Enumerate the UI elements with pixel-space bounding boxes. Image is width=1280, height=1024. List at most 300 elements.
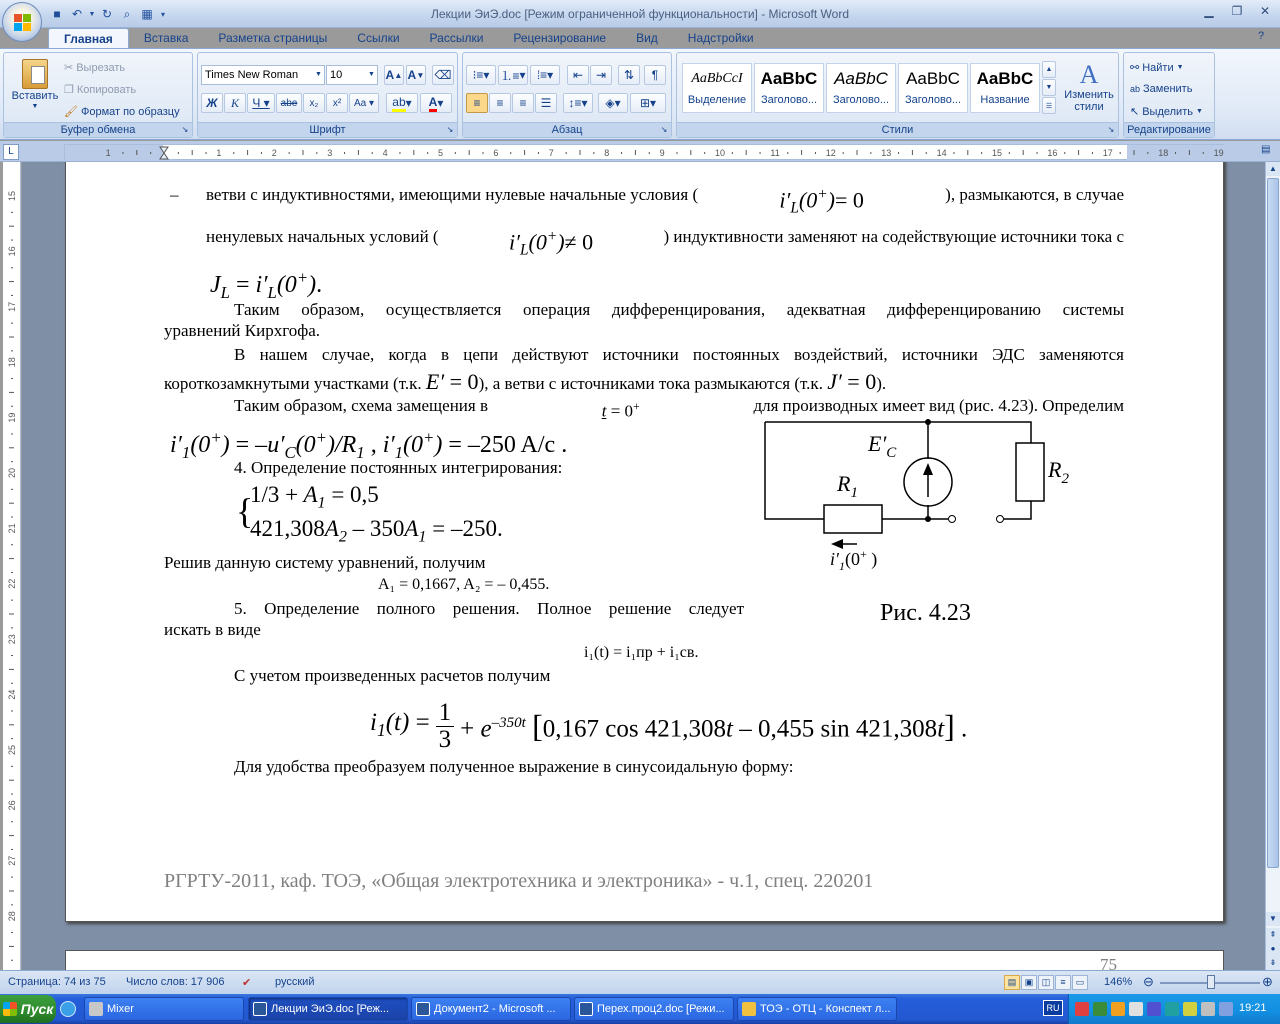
paragraph-line: В нашем случае, когда в цепи действуют источники постоянных воздействий, источники ЭДС заменяются <box>234 345 1124 364</box>
ruler-number: 9 <box>659 148 665 158</box>
view-buttons <box>1004 975 1088 990</box>
tab-references[interactable]: Ссылки <box>357 31 400 45</box>
time-expression: t = 0+ <box>601 399 640 421</box>
paragraph-line: Для удобства преобразуем полученное выражение в синусоидальную форму: <box>234 757 794 776</box>
ruler-tick <box>676 152 677 154</box>
underline-button[interactable]: Ч ▾ <box>247 93 275 113</box>
paragraph-launcher-icon[interactable]: ↘ <box>660 125 668 134</box>
tray-icon[interactable] <box>1075 1002 1089 1016</box>
word-icon <box>253 1002 267 1016</box>
ruler-tick <box>9 558 14 559</box>
title-bar <box>0 0 1280 28</box>
ruler-number: 3 <box>327 148 333 158</box>
decrease-indent-icon[interactable]: ⇤ <box>567 65 589 85</box>
ruler-tick <box>1189 150 1190 155</box>
ruler-tick <box>9 614 14 615</box>
styles-launcher-icon[interactable]: ↘ <box>1107 125 1115 134</box>
tray-icon[interactable] <box>1165 1002 1179 1016</box>
zoom-in-icon[interactable]: ⊕ <box>1262 974 1273 989</box>
find-button[interactable]: ⚯ Найти ▼ <box>1130 61 1184 74</box>
print-layout-icon[interactable]: ▤ <box>1004 975 1020 990</box>
window-controls <box>1196 2 1278 20</box>
ruler-tick <box>1175 152 1176 154</box>
ruler-tick <box>192 150 193 155</box>
open-terminal <box>997 516 1004 523</box>
ruler-tick <box>483 152 484 154</box>
paragraph-line: Таким образом, осуществляется операция дифференцирования, адекватная дифференцированию системы <box>234 300 1124 319</box>
redo-icon[interactable]: ↻ <box>101 7 113 21</box>
outline-icon[interactable]: ≡ <box>1055 975 1071 990</box>
print-preview-icon[interactable]: ⌕ <box>123 6 131 21</box>
ruler-tick <box>9 669 14 670</box>
view-ruler-icon[interactable]: ▤ <box>1261 144 1271 155</box>
ruler-tick <box>912 150 913 155</box>
full-screen-icon[interactable]: ▣ <box>1021 975 1037 990</box>
ruler-tick <box>136 150 137 155</box>
paragraph-line: Решив данную систему уравнений, получим <box>164 553 486 572</box>
font-color-icon: A <box>429 95 438 112</box>
zoom-out-icon[interactable]: ⊖ <box>1143 974 1154 989</box>
windows-logo-icon <box>3 1002 17 1016</box>
ruler-tick <box>898 152 899 154</box>
scroll-down-icon[interactable]: ▼ <box>1266 912 1280 926</box>
circuit-wire-left <box>765 422 824 519</box>
equation-il0: $i'_L(0^+)= 0$ <box>779 186 864 217</box>
ruler-tick <box>1147 152 1148 154</box>
page-count[interactable]: Страница: 74 из 75 <box>8 976 106 988</box>
ruler-tick <box>787 152 788 154</box>
paragraph-line: 5. Определение полного решения. Полное решение следует <box>234 599 744 618</box>
styles-scroll-up-icon[interactable]: ▲ <box>1042 61 1056 78</box>
step-heading: 4. Определение постоянных интегрирования: <box>234 458 563 477</box>
ruler-tick <box>1134 150 1135 155</box>
scroll-up-icon[interactable]: ▲ <box>1266 162 1280 176</box>
tray-icon[interactable] <box>1111 1002 1125 1016</box>
ruler-tick <box>635 150 636 155</box>
ruler-tick <box>649 152 650 154</box>
bullets-button[interactable]: ⁝≡ ▾ <box>466 65 496 85</box>
font-size-combo[interactable]: 10 ▼ <box>326 65 378 85</box>
ruler-tick <box>524 150 525 155</box>
paragraph-line: уравнений Кирхгофа. <box>164 321 321 340</box>
tab-selector-icon[interactable]: L <box>3 144 19 160</box>
style-heading3[interactable]: AaBbC Заголово... <box>898 63 968 113</box>
ruler-number: 21 <box>7 523 17 534</box>
equation-system-1: $1/3 + A_1 = 0,5$ <box>250 482 379 512</box>
draft-icon[interactable]: ▭ <box>1072 975 1088 990</box>
tab-view[interactable]: Вид <box>636 31 658 45</box>
ruler-tick <box>953 152 954 154</box>
taskbar-item-document2[interactable]: Документ2 - Microsoft ... <box>411 997 571 1021</box>
next-page-icon[interactable]: ⇟ <box>1266 956 1280 970</box>
label-r1: $R_1$ <box>837 471 858 501</box>
volume-icon[interactable] <box>1201 1002 1215 1016</box>
ruler-number: 1 <box>216 148 222 158</box>
font-launcher-icon[interactable]: ↘ <box>446 125 454 134</box>
font-color-button[interactable]: A ▾ <box>420 93 452 113</box>
ruler-tick <box>1023 150 1024 155</box>
highlight-button[interactable]: ab ▾ <box>386 93 418 113</box>
ruler-tick <box>9 946 14 947</box>
align-left-icon[interactable]: ≡ <box>466 93 488 113</box>
ruler-tick <box>9 281 14 282</box>
ruler-tick <box>510 152 511 154</box>
equation-e-zero: E′ = 0 <box>425 369 479 394</box>
ruler-tick <box>247 150 248 155</box>
ruler-tick <box>11 406 13 407</box>
cut-button[interactable]: ✂ Вырезать <box>64 61 126 74</box>
multilevel-list-button[interactable]: ⁞≡ ▾ <box>530 65 560 85</box>
ruler-tick <box>303 150 304 155</box>
style-title[interactable]: AaBbC Название <box>970 63 1040 113</box>
ruler-number: 18 <box>1158 148 1169 158</box>
ruler-tick <box>732 152 733 154</box>
ruler-tick <box>11 627 13 628</box>
change-styles-button[interactable]: A Изменить стили <box>1064 60 1114 113</box>
tray-icon[interactable] <box>1093 1002 1107 1016</box>
ruler-tick <box>746 150 747 155</box>
paragraph-group-label: Абзац <box>463 122 671 137</box>
justify-icon[interactable]: ☰ <box>535 93 557 113</box>
office-button[interactable] <box>2 2 42 42</box>
restore-icon[interactable]: ❐ <box>1231 4 1243 18</box>
ruler-number: 26 <box>7 800 17 811</box>
taskbar <box>0 994 1280 1024</box>
help-icon[interactable]: ? <box>1258 30 1265 42</box>
paste-dropdown-icon: ▼ <box>31 103 39 110</box>
ruler-tick <box>427 152 428 154</box>
ruler-tick <box>11 710 13 711</box>
ruler-tick <box>1092 152 1093 154</box>
ruler-tick <box>11 849 13 850</box>
ruler-tick <box>455 152 456 154</box>
word-count[interactable]: Число слов: 17 906 <box>126 976 225 988</box>
ruler-number: 22 <box>7 578 17 589</box>
ruler-tick <box>11 489 13 490</box>
ruler-number: 7 <box>548 148 554 158</box>
select-button[interactable]: ↖ Выделить ▼ <box>1130 105 1203 118</box>
ruler-tick <box>566 152 567 154</box>
shrink-font-button[interactable]: A ▼ <box>406 65 426 85</box>
tab-insert[interactable]: Вставка <box>143 31 189 45</box>
ruler-tick <box>261 152 262 154</box>
ruler-tick <box>11 350 13 351</box>
show-marks-icon[interactable]: ¶ <box>644 65 666 85</box>
network-icon[interactable] <box>1219 1002 1233 1016</box>
strikethrough-button[interactable]: abe <box>276 93 302 113</box>
document-page[interactable] <box>65 162 1224 922</box>
ribbon-tabs <box>48 28 769 48</box>
borders-button[interactable]: ⊞ ▾ <box>630 93 666 113</box>
editing-group-label: Редактирование <box>1124 122 1214 137</box>
ruler-tick <box>11 544 13 545</box>
clipboard-launcher-icon[interactable]: ↘ <box>181 125 189 134</box>
open-terminal <box>949 516 956 523</box>
ruler-tick <box>372 152 373 154</box>
vertical-scrollbar[interactable] <box>1265 162 1280 970</box>
solution-form: i₁(t) = i₁пр + i₁св. <box>584 644 699 661</box>
ruler-number: 24 <box>7 689 17 700</box>
replace-button[interactable]: ab Заменить <box>1130 83 1193 95</box>
ruler-tick <box>289 152 290 154</box>
change-styles-icon: A <box>1079 60 1099 89</box>
ruler-tick <box>11 267 13 268</box>
ruler-tick <box>9 891 14 892</box>
ruler-tick <box>1203 152 1204 154</box>
paint-bucket-icon: ◈ <box>605 96 615 110</box>
web-layout-icon[interactable]: ◫ <box>1038 975 1054 990</box>
bullet-dash: – <box>170 185 179 204</box>
grow-font-button[interactable]: A ▲ <box>384 65 404 85</box>
label-ec: $E'_C$ <box>868 431 897 461</box>
bullets-icon: ⁝≡ <box>472 68 484 82</box>
mixer-icon <box>89 1002 103 1016</box>
bold-button[interactable]: Ж <box>201 93 223 113</box>
clipboard-group-label: Буфер обмена <box>4 122 192 137</box>
resistor-r2 <box>1016 443 1044 501</box>
ruler-number: 14 <box>936 148 947 158</box>
cursor-icon: ↖ <box>1130 106 1140 118</box>
status-bar <box>0 970 1280 994</box>
copy-icon: ❐ <box>64 84 74 96</box>
style-emphasis[interactable]: AaBbCcI Выделение <box>682 63 752 113</box>
tray-icon[interactable] <box>1129 1002 1143 1016</box>
equation-derivative: $i'_1(0^+) = -u'_C(0^+)/R_1$ , $i'_1(0^+) = -250$ A/c . <box>170 428 568 462</box>
multilevel-icon: ⁞≡ <box>536 68 548 82</box>
ruler-tick <box>593 152 594 154</box>
ruler-tick <box>11 433 13 434</box>
clock[interactable]: 19:21 <box>1239 1002 1267 1014</box>
ruler-number: 15 <box>992 148 1003 158</box>
increase-indent-icon[interactable]: ⇥ <box>590 65 612 85</box>
zoom-slider-knob[interactable] <box>1207 975 1215 989</box>
ruler-tick <box>9 447 14 448</box>
ruler-tick <box>11 323 13 324</box>
ruler-tick <box>206 152 207 154</box>
ruler-tick <box>11 683 13 684</box>
minimize-icon[interactable]: ▁ <box>1204 4 1214 18</box>
paste-icon <box>22 59 48 89</box>
ruler-tick <box>1009 152 1010 154</box>
ruler-tick <box>11 877 13 878</box>
taskbar-item-toe[interactable]: ТОЭ - ОТЦ - Конспект л... <box>737 997 897 1021</box>
paragraph-line: короткозамкнутыми участками (т.к. E′ = 0), а ветви с источниками тока размыкаются (т.к. J′ = 0). <box>164 369 887 394</box>
tab-mailings[interactable]: Рассылки <box>429 31 484 45</box>
ruler-number: 17 <box>7 301 17 312</box>
ruler-tick <box>621 152 622 154</box>
prev-page-icon[interactable]: ⇞ <box>1266 928 1280 942</box>
tab-page-layout[interactable]: Разметка страницы <box>218 31 328 45</box>
ie-icon[interactable] <box>60 1001 76 1017</box>
paragraph-group <box>462 52 672 138</box>
format-painter-button[interactable]: 🖌 Формат по образцу <box>64 105 180 118</box>
paste-button[interactable]: Вставить ▼ <box>10 59 60 110</box>
save-icon[interactable]: ■ <box>53 7 61 21</box>
ruler-tick <box>1078 150 1079 155</box>
scrollbar-thumb[interactable] <box>1267 178 1279 868</box>
ruler-number: 20 <box>7 467 17 478</box>
ruler-tick <box>11 572 13 573</box>
ruler-tick <box>11 821 13 822</box>
superscript-button[interactable]: x² <box>326 93 348 113</box>
tab-review[interactable]: Рецензирование <box>513 31 607 45</box>
start-button[interactable]: Пуск <box>0 995 56 1023</box>
style-heading1[interactable]: AaBbC Заголово... <box>754 63 824 113</box>
ruler-tick <box>11 960 13 961</box>
ruler-number: 15 <box>7 190 17 201</box>
ruler-tick <box>580 150 581 155</box>
undo-icon[interactable]: ↶ <box>71 7 83 21</box>
node-dot <box>925 516 931 522</box>
horizontal-ruler[interactable] <box>64 144 1224 160</box>
ruler-number: 19 <box>1213 148 1224 158</box>
taskbar-item-lectures[interactable]: Лекции ЭиЭ.doc [Реж... <box>248 997 408 1021</box>
draw-table-icon[interactable]: ▦ <box>141 7 153 21</box>
ruler-tick <box>801 150 802 155</box>
word-icon <box>416 1002 430 1016</box>
ruler-row <box>0 141 1280 162</box>
browse-object-icon[interactable]: ● <box>1266 942 1280 956</box>
ruler-ticks <box>65 145 1225 161</box>
ruler-tick <box>11 517 13 518</box>
tab-home[interactable]: Главная <box>48 28 129 48</box>
ruler-tick <box>9 724 14 725</box>
tray-icon[interactable] <box>1147 1002 1161 1016</box>
label-r2: $R_2$ <box>1048 457 1069 487</box>
window-title: Лекции ЭиЭ.doc [Режим ограниченной функциональности] - Microsoft Word <box>430 7 850 21</box>
change-case-button[interactable]: Aa ▾ <box>349 93 379 113</box>
taskbar-item-perekh[interactable]: Перех.проц2.doc [Режи... <box>574 997 734 1021</box>
system-brace: { <box>236 491 254 531</box>
ruler-tick <box>11 904 13 905</box>
figure-caption: Рис. 4.23 <box>880 600 971 626</box>
tab-addins[interactable]: Надстройки <box>687 31 754 45</box>
ruler-number: 16 <box>1047 148 1058 158</box>
language-bar[interactable]: RU <box>1043 1000 1063 1016</box>
page-footer: РГРТУ-2011, каф. ТОЭ, «Общая электротехника и электроника» - ч.1, спец. 220201 <box>164 870 874 892</box>
paragraph-line: Таким образом, схема замещения в t = 0+ для производных имеет вид (рис. 4.23). Определим <box>234 396 1124 421</box>
ruler-number: 16 <box>7 246 17 257</box>
align-center-icon[interactable]: ≡ <box>489 93 511 113</box>
ruler-number: 6 <box>493 148 499 158</box>
ribbon <box>0 48 1280 140</box>
chevron-down-icon: ▼ <box>315 71 322 78</box>
align-right-icon[interactable]: ≡ <box>512 93 534 113</box>
numbering-button[interactable]: ⒈≡ ▾ <box>498 65 528 85</box>
ruler-tick <box>704 152 705 154</box>
current-arrowhead <box>831 539 843 549</box>
equation-jl: $J_L = i'_L(0^+)$. <box>210 268 323 302</box>
resistor-r1 <box>824 505 882 533</box>
ruler-tick <box>538 152 539 154</box>
ruler-tick <box>344 152 345 154</box>
style-heading2[interactable]: AaBbC Заголово... <box>826 63 896 113</box>
equation-final: $i_1(t)$ = $\frac{1}{3}$ + $e^{-350t}$ [0,167 cos 421,308t – 0,455 sin 421,308t] . <box>370 699 968 753</box>
ruler-tick <box>358 150 359 155</box>
ruler-tick <box>11 461 13 462</box>
close-icon[interactable]: ✕ <box>1259 4 1271 18</box>
styles-group <box>676 52 1119 138</box>
ruler-tick <box>9 503 14 504</box>
ruler-tick <box>11 295 13 296</box>
page-number: 75 <box>1100 955 1117 970</box>
tray-icon[interactable] <box>1183 1002 1197 1016</box>
constants-result: A₁ = 0,1667, A₂ = – 0,455. <box>378 576 550 593</box>
ruler-number: 23 <box>7 634 17 645</box>
ruler-number: 11 <box>770 148 780 158</box>
ruler-tick <box>9 835 14 836</box>
ruler-tick <box>11 655 13 656</box>
ruler-tick <box>9 392 14 393</box>
node-dot <box>925 419 931 425</box>
equation-il-nonzero: $i'_L(0^+)\ne 0$ <box>509 228 594 259</box>
ruler-tick <box>1120 152 1121 154</box>
document-area[interactable] <box>22 162 1265 970</box>
language-indicator[interactable]: русский <box>275 976 315 988</box>
sort-icon[interactable]: ⇅ <box>618 65 640 85</box>
circuit-wire-top <box>765 422 1031 443</box>
ruler-number: 5 <box>438 148 444 158</box>
folder-icon <box>742 1002 756 1016</box>
customize-qat-icon[interactable]: ▾ <box>160 9 165 19</box>
vertical-ruler[interactable] <box>3 162 21 970</box>
font-group-label: Шрифт <box>198 122 457 137</box>
clear-format-icon[interactable]: ⌫ <box>432 65 454 85</box>
paragraph-line: ненулевых начальных условий ( $i'_L(0^+)\ne 0$ ) индуктивности заменяют на содействующие источники тока с <box>206 227 1124 259</box>
paragraph-line: ветви с индуктивностями, имеющими нулевые начальные условия ( $i'_L(0^+)= 0$ ), размыкаются, в случае <box>206 185 1124 217</box>
undo-dropdown-icon[interactable]: ▼ <box>88 10 96 18</box>
ruler-tick <box>178 152 179 154</box>
system-tray <box>1068 994 1280 1024</box>
ruler-tick <box>150 152 151 154</box>
font-name-combo[interactable]: Times New Roman ▼ <box>201 65 325 85</box>
styles-scroll-down-icon[interactable]: ▼ <box>1042 79 1056 96</box>
ruler-tick <box>413 150 414 155</box>
next-page[interactable] <box>65 950 1224 970</box>
ruler-tick <box>11 212 13 213</box>
ruler-tick <box>11 766 13 767</box>
borders-icon: ⊞ <box>639 96 651 110</box>
zoom-level[interactable]: 146% <box>1104 976 1133 988</box>
subscript-button[interactable]: x₂ <box>303 93 325 113</box>
font-group <box>197 52 458 138</box>
binoculars-icon: ⚯ <box>1130 62 1140 74</box>
shading-button[interactable]: ◈ ▾ <box>598 93 628 113</box>
italic-button[interactable]: К <box>224 93 246 113</box>
taskbar-item-mixer[interactable]: Mixer <box>84 997 244 1021</box>
source-arrowhead <box>923 463 933 475</box>
line-spacing-icon: ↕≡ <box>568 96 582 110</box>
ruler-number: 4 <box>382 148 388 158</box>
ruler-tick <box>1037 152 1038 154</box>
brush-icon: 🖌 <box>64 106 78 118</box>
clipboard-group <box>3 52 193 138</box>
ruler-tick <box>981 152 982 154</box>
ruler-number: 12 <box>825 148 836 158</box>
ruler-tick <box>857 150 858 155</box>
ruler-number: 27 <box>7 855 17 866</box>
ruler-tick <box>9 780 14 781</box>
scissors-icon: ✂ <box>64 62 74 74</box>
copy-button[interactable]: ❐ Копировать <box>64 83 137 96</box>
ruler-tick <box>967 150 968 155</box>
ruler-number: 2 <box>271 148 277 158</box>
line-spacing-button[interactable]: ↕≡ ▾ <box>563 93 593 113</box>
ruler-tick <box>870 152 871 154</box>
spellcheck-icon[interactable]: ✔ <box>242 977 252 989</box>
styles-more-icon[interactable]: ☰ <box>1042 97 1056 114</box>
styles-group-label: Стили <box>677 122 1118 137</box>
